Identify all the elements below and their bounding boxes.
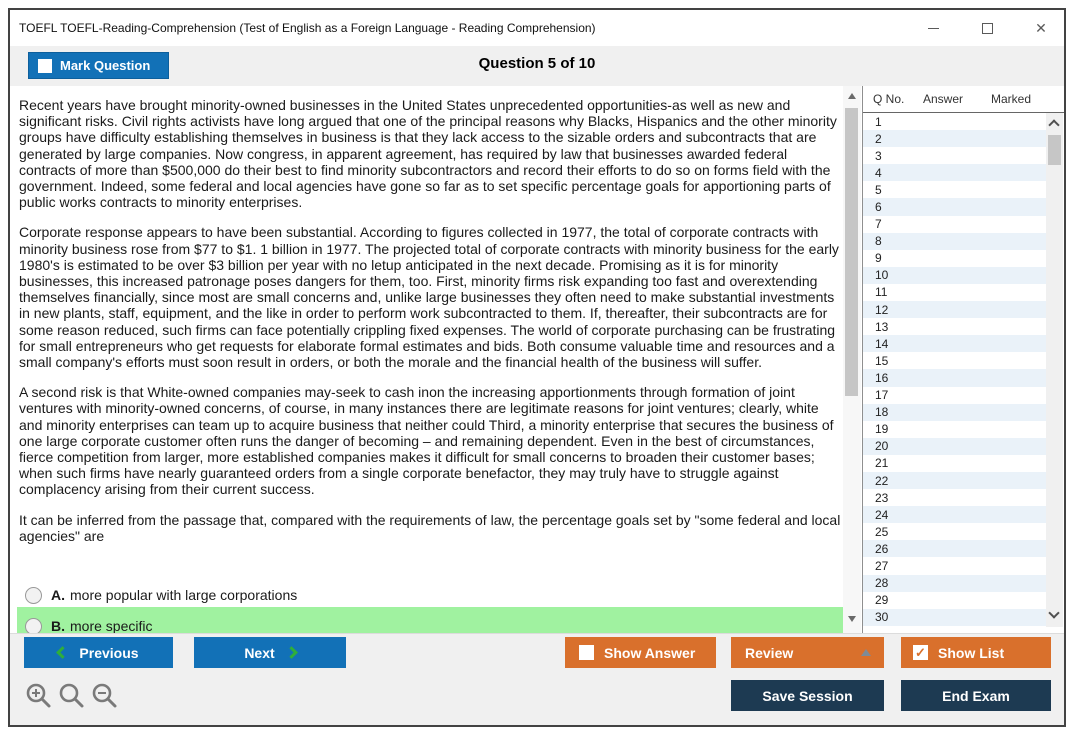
passage-scrollbar[interactable] [843,86,861,633]
previous-button[interactable] [24,637,173,668]
question-list-row[interactable] [863,181,1047,198]
row-question-number: 28 [875,576,889,591]
answer-option-b[interactable] [17,607,850,633]
footer-toolbar [10,633,1064,725]
maximize-icon [982,23,993,34]
row-question-number: 22 [875,473,889,488]
answer-option-a[interactable] [17,582,850,608]
previous-label: Previous [79,644,139,661]
dropup-arrow-icon [861,649,871,656]
scroll-down-icon[interactable] [1048,607,1059,618]
minimize-button[interactable] [920,15,946,41]
question-list-row[interactable] [863,472,1047,489]
end-exam-button[interactable] [901,680,1051,711]
passage-scrollbar-thumb[interactable] [845,108,858,396]
question-list-scrollbar[interactable] [1046,113,1063,627]
passage-paragraph-2: Corporate response appears to have been substantial. According to figures collected in 1977, the total of corporate contracts with minority business rose from $77 to $1. 1 billion in 1977. The projected total of corporate contracts with minority business for the early 1980's is estimated to be over $3 billion per year with no letup anticipated in the next decade. Promising as it is for minority businesses, this increased patronage poses dangers for them, too. First, minority firms risk expanding too fast and overextending themselves financially, since most are small concerns and, unlike large businesses they often need to make substantial investments in new plants, staff, equipment, and the like in order to perform work subcontracted to them. If, thereafter, their subcontracts are for some reason reduced, such firms can face potentially crippling fixed expenses. The world of corporate purchasing can be frustrating for small entrepreneurs who get requests for elaborate formal estimates and bids. Both consume valuable time and resources and a small company's efforts must soon result in orders, or both the morale and the financial health of the business will suffer. [19,224,839,371]
zoom-in-icon[interactable] [25,682,52,709]
row-question-number: 3 [875,148,882,163]
question-list-row[interactable] [863,592,1047,609]
chevron-right-icon [285,646,298,659]
next-button[interactable] [194,637,346,668]
title-bar [10,10,1064,46]
question-list-row[interactable] [863,233,1047,250]
show-list-label: Show List [938,644,1005,661]
question-list-row[interactable] [863,352,1047,369]
question-list-row[interactable] [863,198,1047,215]
row-question-number: 26 [875,541,889,556]
close-icon: ✕ [1035,20,1047,36]
review-label: Review [745,644,794,661]
question-list-row[interactable] [863,267,1047,284]
zoom-out-icon[interactable] [91,682,118,709]
question-list-header [863,86,1064,113]
column-header-answer: Answer [923,92,964,106]
question-list-row[interactable] [863,216,1047,233]
show-answer-button[interactable] [565,637,716,668]
magnifier-icon[interactable] [58,682,85,709]
question-list-row[interactable] [863,575,1047,592]
passage-paragraph-3: A second risk is that White-owned companies may-seek to cash inon the increasing apportionments through formation of joint ventures with minority-owned concerns, of course, in many instances there are legitimate reasons for joint ventures; clearly, white and minority enterprises can team up to acquire business that neither could Third, a minority enterprise that secures the business of one large corporate customer often runs the danger of becoming – and remaining dependent. Even in the best of circumstances, fierce competition from larger, more established companies makes it difficult for small concerns to broaden their customer bases; when such firms have nearly guaranteed orders from a single corporate benefactor, they may truly have to struggle against complacency arising from their current success. [19,384,834,498]
header-strip [10,46,1064,86]
question-list-row[interactable] [863,540,1047,557]
review-button[interactable] [731,637,884,668]
column-header-qno: Q No. [873,92,905,106]
row-question-number: 19 [875,422,889,437]
radio-option-b[interactable] [25,618,42,633]
scroll-up-icon[interactable] [1048,119,1059,130]
show-answer-checkbox[interactable] [579,645,594,660]
question-list-panel [862,86,1064,633]
question-text: It can be inferred from the passage that, compared with the requirements of law, the percentage goals set by "some federal and local agencies" are [19,511,841,544]
column-header-marked: Marked [991,92,1032,106]
question-list-row[interactable] [863,506,1047,523]
radio-option-a[interactable] [25,587,42,604]
row-question-number: 2 [875,131,882,146]
row-question-number: 8 [875,234,882,249]
show-list-checkbox[interactable] [913,645,928,660]
option-a-text: more popular with large corporations [70,587,298,603]
row-question-number: 5 [875,182,882,197]
mark-question-label: Mark Question [60,58,151,73]
question-list-row[interactable] [863,250,1047,267]
question-list-row[interactable] [863,164,1047,181]
row-question-number: 30 [875,610,889,625]
question-list-scrollbar-thumb[interactable] [1048,135,1061,165]
chevron-left-icon [57,646,70,659]
question-list-row[interactable] [863,284,1047,301]
question-list-row[interactable] [863,523,1047,540]
maximize-button[interactable] [974,15,1000,41]
question-list-row[interactable] [863,609,1047,626]
question-list-row[interactable] [863,318,1047,335]
zoom-controls [25,682,118,709]
row-question-number: 13 [875,319,889,334]
option-b-text: more specific [70,618,153,633]
question-list-row[interactable] [863,369,1047,386]
question-list-row[interactable] [863,557,1047,574]
row-question-number: 17 [875,388,889,403]
question-list-row[interactable] [863,438,1047,455]
row-question-number: 11 [875,285,888,300]
row-question-number: 25 [875,524,889,539]
row-question-number: 24 [875,507,889,522]
row-question-number: 14 [875,336,889,351]
question-list-row[interactable] [863,130,1047,147]
option-b-letter: B. [51,618,65,633]
save-session-label: Save Session [762,687,853,704]
content-area [10,86,1064,633]
row-question-number: 18 [875,405,889,420]
save-session-button[interactable] [731,680,884,711]
option-a-letter: A. [51,587,65,603]
minimize-icon [928,28,939,29]
row-question-number: 9 [875,251,882,266]
show-answer-label: Show Answer [604,644,696,661]
row-question-number: 15 [875,353,889,368]
reading-passage [19,97,841,558]
row-question-number: 1 [875,114,882,129]
question-counter: Question 5 of 10 [478,55,596,72]
question-list-row[interactable] [863,387,1047,404]
next-label: Next [244,644,275,661]
scroll-down-icon[interactable] [848,616,856,622]
question-list-row[interactable] [863,147,1047,164]
row-question-number: 20 [875,439,889,454]
question-list-row[interactable] [863,455,1047,472]
close-button[interactable] [1028,15,1054,41]
row-question-number: 12 [875,302,889,317]
scroll-up-icon[interactable] [848,93,856,99]
question-list-row[interactable] [863,113,1047,130]
row-question-number: 16 [875,370,889,385]
question-list-row[interactable] [863,421,1047,438]
question-list-row[interactable] [863,489,1047,506]
window-controls [920,10,1054,46]
row-question-number: 4 [875,165,882,180]
row-question-number: 23 [875,490,889,505]
window-title: TOEFL TOEFL-Reading-Comprehension (Test of English as a Foreign Language - Reading Comprehension) [19,21,596,35]
row-question-number: 7 [875,217,882,232]
row-question-number: 6 [875,200,882,215]
row-question-number: 10 [875,268,889,283]
show-list-button[interactable] [901,637,1051,668]
question-list-row[interactable] [863,301,1047,318]
end-exam-label: End Exam [942,687,1010,704]
question-list-row[interactable] [863,404,1047,421]
question-list [863,113,1047,627]
passage-paragraph-1: Recent years have brought minority-owned businesses in the United States unprecedented opportunities-as well as new and significant risks. Civil rights activists have long argued that one of the principal reasons why Blacks, Hispanics and the other minority groups have difficulty establishing themselves in business is that they lack access to the sizable orders and subcontracts that are generated by large companies. Now congress, in apparent agreement, has required by law that businesses awarded federal contracts of more than $500,000 do their best to find minority subcontractors and record their efforts to do so on forms field with the government. Indeed, some federal and local agencies have gone so far as to set specific percentage goals for apportioning parts of public works contracts to minority enterprises. [19,97,837,211]
checkmark-icon: ✓ [915,645,926,660]
row-question-number: 29 [875,593,889,608]
row-question-number: 27 [875,558,889,573]
question-list-row[interactable] [863,335,1047,352]
row-question-number: 21 [875,456,889,471]
app-window [8,8,1066,727]
